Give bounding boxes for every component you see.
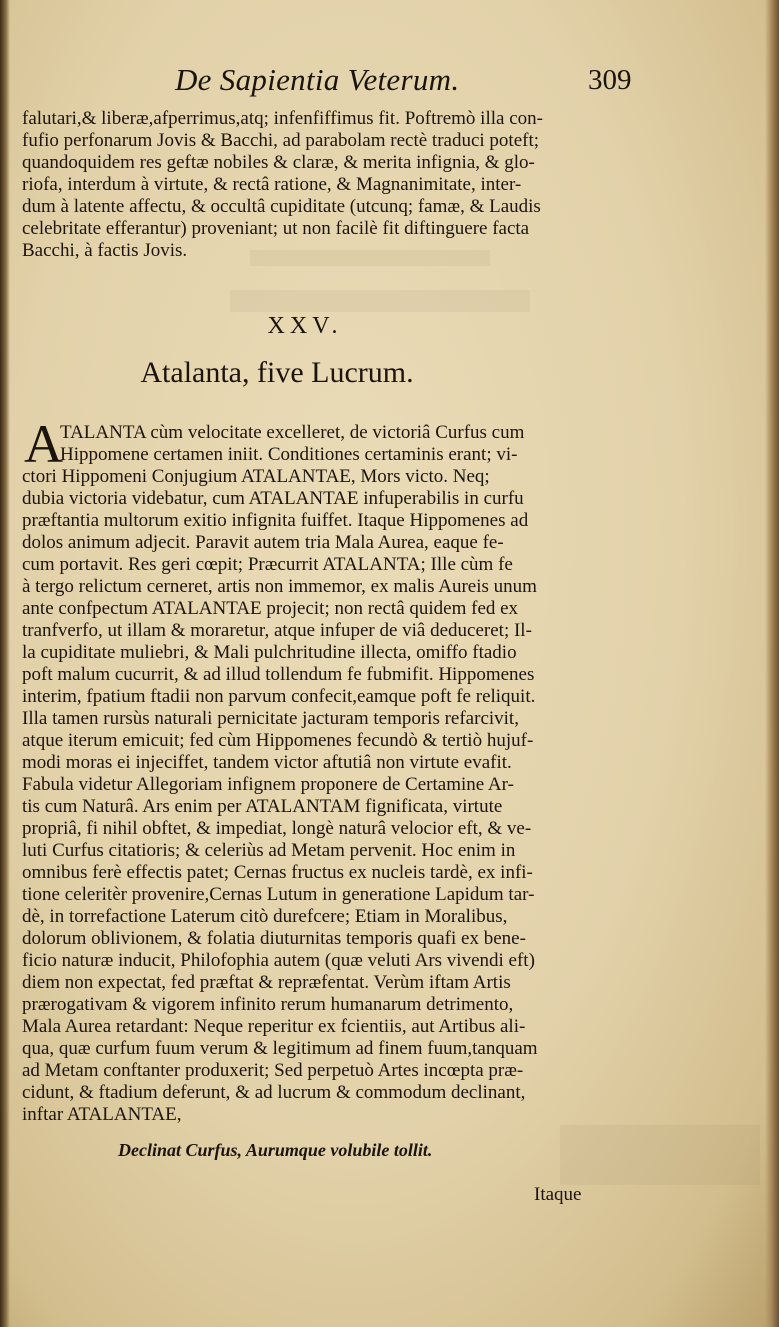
- text-line: interim, fpatium ftadii non parvum confecit,eamque poft fe reliquit.: [22, 686, 536, 707]
- text-line: falutari,& liberæ,afperrimus,atq; infenfiffimus fit. Poftremò illa con-: [22, 108, 543, 129]
- text-line: inftar ATALANTAE,: [22, 1104, 182, 1125]
- text-line: poft malum cucurrit, & ad illud tollendum fe fubmifit. Hippomenes: [22, 664, 535, 685]
- text-line: ad Metam conftanter produxerit; Sed perpetuò Artes incœpta præ-: [22, 1060, 524, 1081]
- page-number: 309: [588, 64, 632, 96]
- running-head: De Sapientia Veterum.: [175, 62, 460, 97]
- text-line: celebritate efferantur) proveniant; ut non facilè fit diftinguere facta: [22, 218, 530, 239]
- text-line: præftantia multorum exitio infignita fuiffet. Itaque Hippomenes ad: [22, 510, 529, 531]
- text-line: diem non expectat, fed præftat & repræfentat. Verùm iftam Artis: [22, 972, 511, 993]
- text-line: à tergo relictum cerneret, artis non immemor, ex malis Aureis unum: [22, 576, 537, 597]
- text-line: ante confpectum ATALANTAE projecit; non rectâ quidem fed ex: [22, 598, 519, 619]
- show-through-ghost: [560, 1125, 760, 1185]
- text-line: riofa, interdum à virtute, & rectâ ratione, & Magnanimitate, inter-: [22, 174, 522, 195]
- text-line: Hippomene certamen iniit. Conditiones certaminis erant; vi-: [60, 444, 518, 465]
- text-line: dolos animum adjecit. Paravit autem tria Mala Aurea, eaque fe-: [22, 532, 504, 553]
- chapter-title: Atalanta, five Lucrum.: [140, 356, 414, 389]
- text-line: dubia victoria videbatur, cum ATALANTAE infuperabilis in curfu: [22, 488, 524, 509]
- text-line: propriâ, fi nihil obftet, & impediat, longè naturâ velocior eft, & ve-: [22, 818, 532, 839]
- text-line: Illa tamen rursùs naturali pernicitate jacturam temporis refarcivit,: [22, 708, 519, 729]
- text-line: quandoquidem res geftæ nobiles & claræ, & merita infignia, & glo-: [22, 152, 535, 173]
- text-line: la cupiditate muliebri, & Mali pulchritudine illecta, omiffo ftadio: [22, 642, 517, 663]
- text-line: tione celeritèr provenire,Cernas Lutum in generatione Lapidum tar-: [22, 884, 535, 905]
- text-line: dolorum oblivionem, & folatia diuturnitas temporis quafi ex bene-: [22, 928, 526, 949]
- text-line: luti Curfus citatioris; & celeriùs ad Metam pervenit. Hoc enim in: [22, 840, 516, 861]
- text-line: atque iterum emicuit; fed cùm Hippomenes fecundò & tertiò hujuf-: [22, 730, 534, 751]
- text-line: cidunt, & ftadium deferunt, & ad lucrum & commodum declinant,: [22, 1082, 526, 1103]
- text-line: ctori Hippomeni Conjugium ATALANTAE, Mors victo. Neq;: [22, 466, 490, 487]
- text-line: dè, in torrefactione Laterum citò durefcere; Etiam in Moralibus,: [22, 906, 508, 927]
- text-line: fufio perfonarum Jovis & Bacchi, ad parabolam rectè traduci poteft;: [22, 130, 540, 151]
- text-line: Fabula videtur Allegoriam infignem proponere de Certamine Ar-: [22, 774, 514, 795]
- text-line: omnibus ferè effectis patet; Cernas fructus ex nucleis tardè, ex infi-: [22, 862, 533, 883]
- catchword: Itaque: [534, 1184, 582, 1205]
- text-line: prærogativam & vigorem infinito rerum humanarum detrimento,: [22, 994, 514, 1015]
- text-line: ficio naturæ inducit, Philofophia autem (quæ veluti Ars vivendi eft): [22, 950, 535, 971]
- text-line: Bacchi, à factis Jovis.: [22, 240, 188, 261]
- section-number: XXV.: [267, 313, 343, 339]
- page-edge-left: [0, 0, 10, 1327]
- verse-quote: Declinat Curfus, Aurumque volubile tollit.: [118, 1140, 433, 1160]
- text-line: tranfverfo, ut illam & moraretur, atque infuper de viâ deduceret; Il-: [22, 620, 532, 641]
- text-line: cum portavit. Res geri cœpit; Præcurrit ATALANTA; Ille cùm fe: [22, 554, 513, 575]
- text-line: tis cum Naturâ. Ars enim per ATALANTAM fignificata, virtute: [22, 796, 503, 817]
- text-line: Mala Aurea retardant: Neque reperitur ex fcientiis, aut Artibus ali-: [22, 1016, 526, 1037]
- text-line: qua, quæ curfum fuum verum & legitimum ad finem fuum,tanquam: [22, 1038, 538, 1059]
- text-line: dum à latente affectu, & occultâ cupiditate (utcunq; famæ, & Laudis: [22, 196, 541, 217]
- page-edge-right: [765, 0, 779, 1327]
- show-through-ghost: [230, 290, 530, 312]
- text-line: modi moras ei injeciffet, tandem victor aftutiâ non virtute evafit.: [22, 752, 512, 773]
- text-line: TALANTA cùm velocitate excelleret, de victoriâ Curfus cum: [60, 422, 525, 443]
- drop-cap: A: [24, 414, 63, 474]
